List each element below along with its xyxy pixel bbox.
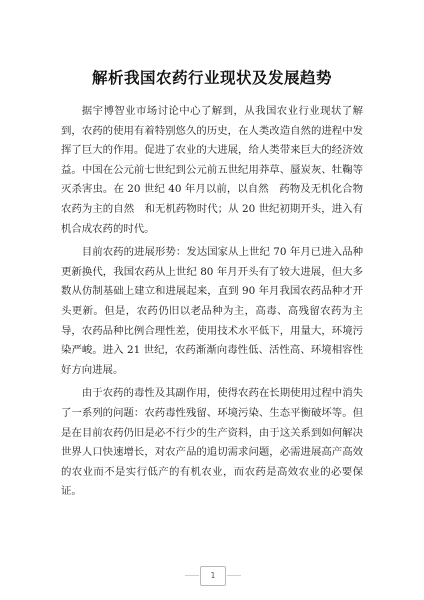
paragraph-2: 目前农药的进展形势：发达国家从上世纪 70 年月已进入品种更新换代，我国农药从上世纪 80 年月开头有了较大进展，但大多数从仿制基础上建立和进展起来，直到 90 年月我国农药品种才开头更新。但是，农药仍旧以老品种为主，高毒、高残留农药为主导，农药品种比例合理性差，使用技术水平低下，用量大，环境污染严峻。进入 21 世纪，农药渐渐向毒性低、活性高、环境相容性好方向进展。 (61, 246, 363, 376)
document-body (61, 102, 363, 502)
paragraph-1: 据宇博智业市场讨论中心了解到，从我国农业行业现状了解到，农药的使用有着特别悠久的历史，在人类改造自然的进程中发挥了巨大的作用。促进了农业的大进展，给人类带来巨大的经济效益。中国在公元前七世纪到公元前五世纪用莽草、蜃炭灰、牡鞠等灭杀害虫。在 20 世纪 40 年月以前，以自然 药物及无机化合物农药为主的自然 和无机药物时代；从 20 世纪初期开头，进入有机合成农药的时代。 (61, 105, 363, 235)
document-title: 解析我国农药行业现状及发展趋势 (91, 69, 332, 87)
paragraph-3: 由于农药的毒性及其副作用，使得农药在长期使用过程中消失了一系列的问题：农药毒性残留、环境污染、生态平衡破坏等。但是在目前农药仍旧是必不行少的生产资料，由于这关系到如何解决世界人口快速增长，对农产品的追切需求问题，必需进展高产高效的农业而不是实行低产的有机农业，而农药是高效农业的必要保证。 (61, 387, 363, 498)
page-footer (0, 566, 424, 588)
page-number: 1 (200, 566, 226, 586)
